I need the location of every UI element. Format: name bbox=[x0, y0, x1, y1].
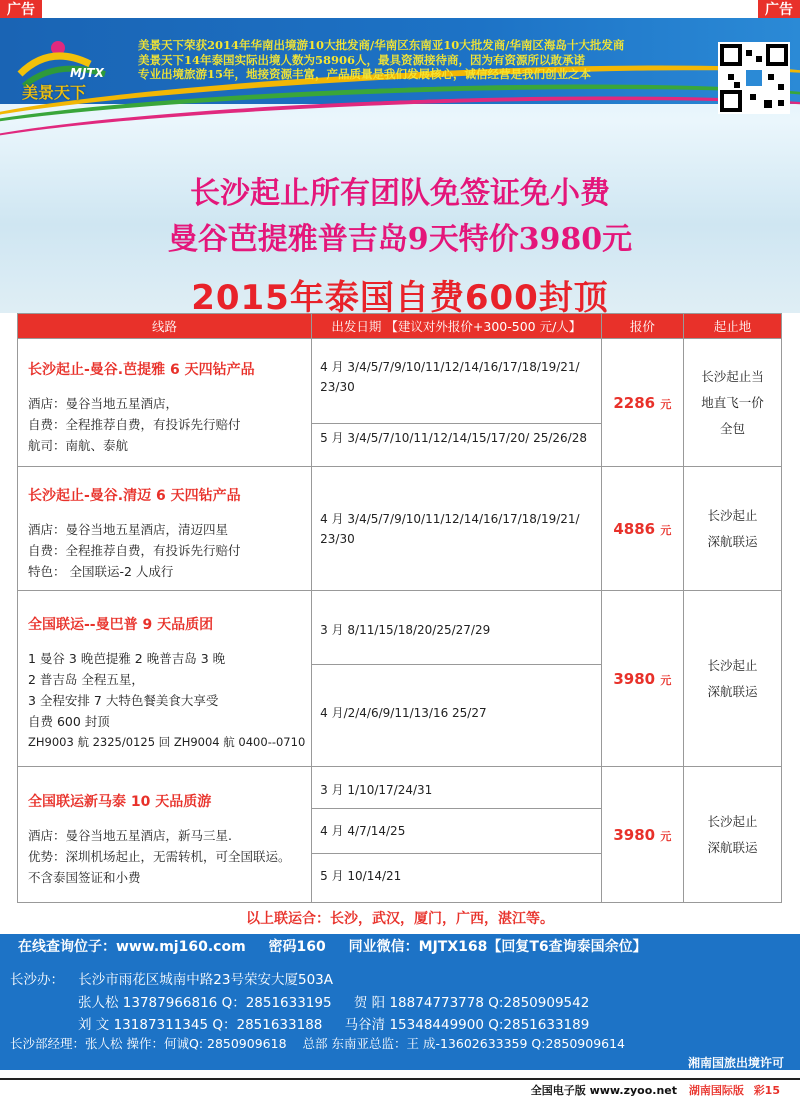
table-row bbox=[18, 591, 782, 767]
dates-cell bbox=[312, 467, 601, 591]
contact-person: 刘 文 13187311345 Q：2851633188 bbox=[78, 1017, 323, 1033]
headline-2: 曼谷芭提雅普吉岛9天特价3980元 bbox=[167, 222, 633, 257]
route-cell: 长沙起止-曼谷.芭提雅 6 天四钻产品 酒店：曼谷当地五星酒店， 自费：全程推荐自费，有投诉先行赔付 航司：南航、泰航 bbox=[18, 339, 312, 467]
contact-person: 马谷清 15348449900 Q:2851633189 bbox=[344, 1017, 590, 1033]
license-text: 湘南国旅出境许可 bbox=[687, 1056, 784, 1070]
qr-code-icon bbox=[720, 44, 788, 112]
contact-person: 张人松 13787966816 Q：2851633195 bbox=[78, 995, 332, 1011]
dest-cell: 长沙起止 深航联运 bbox=[684, 467, 782, 591]
connection-note: 以上联运合：长沙，武汉，厦门，广西，湛江等。 bbox=[246, 911, 554, 927]
route-cell: 长沙起止-曼谷.清迈 6 天四钻产品 酒店：曼谷当地五星酒店，清迈四星 自费：全程推荐自费，有投诉先行赔付 特色： 全国联运-2 人成行 bbox=[18, 467, 312, 591]
header-line: 美景天下荣获2014年华南出境游10大批发商/华南区东南亚10大批发商/华南区海岛十大批发商 bbox=[138, 38, 625, 52]
dest-cell: 长沙起止 深航联运 bbox=[684, 591, 782, 767]
footer-edition: 湖南国际版 bbox=[688, 1084, 744, 1097]
header-claims bbox=[138, 38, 713, 82]
table-header-row bbox=[18, 314, 782, 339]
date-line: 4 月 4/7/14/25 bbox=[312, 808, 600, 853]
header-line: 美景天下14年泰国实际出境人数为58906人，最具资源接待商，因为有资源所以敢承诺 bbox=[138, 52, 586, 67]
col-header-dest: 起止地 bbox=[684, 314, 782, 339]
headline-1: 长沙起止所有团队免签证免小费 bbox=[190, 176, 610, 211]
route-title: 全国联运--曼巴普 9 天品质团 bbox=[28, 617, 214, 633]
page-footer bbox=[531, 1082, 780, 1098]
manager-info: 长沙部经理：张人松 操作：何诚Q: 2850909618 bbox=[10, 1036, 287, 1051]
price-cell: 2286 元 bbox=[601, 339, 683, 467]
date-line: 4 月 3/4/5/7/9/10/11/12/14/16/17/18/19/21/ 23/30 bbox=[320, 360, 580, 394]
ad-label-right: 广告 bbox=[758, 0, 800, 20]
route-title: 全国联运新马泰 10 天品质游 bbox=[28, 794, 212, 810]
footer-site: 全国电子版 www.zyoo.net bbox=[530, 1084, 677, 1097]
table-row bbox=[18, 339, 782, 467]
brand-name: 美景天下 bbox=[22, 85, 87, 102]
date-line: 5 月 3/4/5/7/10/11/12/14/15/17/20/ 25/26/28 bbox=[312, 423, 600, 452]
office-label: 长沙办： bbox=[10, 972, 64, 988]
price-cell: 3980 元 bbox=[601, 767, 683, 903]
route-title: 长沙起止-曼谷.芭提雅 6 天四钻产品 bbox=[28, 362, 255, 378]
dest-cell: 长沙起止当 地直飞一价 全包 bbox=[684, 339, 782, 467]
dest-cell: 长沙起止 深航联运 bbox=[684, 767, 782, 903]
ad-label-left: 广告 bbox=[0, 0, 42, 20]
route-cell: 全国联运--曼巴普 9 天品质团 1 曼谷 3 晚芭提雅 2 晚普吉岛 3 晚 2 普吉岛 全程五星， 3 全程安排 7 大特色餐美食大享受 自费 600 封顶 ZH9003 航 2325/0125 回 ZH9004 航 0400--0710 bbox=[18, 591, 312, 767]
date-line: 4 月/2/4/6/9/11/13/16 25/27 bbox=[312, 664, 600, 761]
col-header-price: 报价 bbox=[601, 314, 683, 339]
query-link[interactable]: 在线查询位子：www.mj160.com bbox=[18, 939, 246, 955]
table-row bbox=[18, 467, 782, 591]
wechat-info: 同业微信：MJTX168【回复T6查询泰国余位】 bbox=[348, 939, 647, 955]
col-header-dates: 出发日期 【建议对外报价+300-500 元/人】 bbox=[312, 314, 601, 339]
hero-banner bbox=[0, 18, 800, 313]
contact-section bbox=[0, 960, 800, 1070]
hq-info: 总部 东南亚总监：王 成-13602633359 Q:2850909614 bbox=[302, 1036, 626, 1051]
office-address: 长沙市雨花区城南中路23号荣安大厦503A bbox=[78, 972, 333, 988]
query-password: 密码160 bbox=[268, 939, 326, 955]
contact-person: 贺 阳 18874773778 Q:2850909542 bbox=[353, 995, 590, 1011]
date-line: 3 月 1/10/17/24/31 bbox=[320, 782, 433, 797]
dates-cell bbox=[312, 767, 601, 903]
header-line: 专业出境旅游15年，地接资源丰富，产品质量是我们发展核心，诚信经营是我们创业之本 bbox=[138, 67, 591, 81]
dates-cell bbox=[312, 591, 601, 767]
date-line: 4 月 3/4/5/7/9/10/11/12/14/16/17/18/19/21/ 23/30 bbox=[320, 511, 580, 546]
brand-abbr: MJTX bbox=[70, 66, 104, 80]
price-cell: 3980 元 bbox=[601, 591, 683, 767]
footer-page: 彩15 bbox=[753, 1084, 780, 1097]
date-line: 5 月 10/14/21 bbox=[312, 853, 600, 898]
route-table bbox=[17, 313, 782, 903]
price-cell: 4886 元 bbox=[601, 467, 683, 591]
query-bar bbox=[0, 934, 800, 960]
headline-3: 2015年泰国自费600封顶 bbox=[191, 278, 609, 313]
date-line: 3 月 8/11/15/18/20/25/27/29 bbox=[320, 623, 491, 637]
qr-code[interactable] bbox=[718, 42, 790, 114]
dates-cell bbox=[312, 339, 601, 467]
col-header-route: 线路 bbox=[18, 314, 312, 339]
route-cell: 全国联运新马泰 10 天品质游 酒店：曼谷当地五星酒店，新马三星. 优势：深圳机场起止，无需转机，可全国联运。 不含泰国签证和小费 bbox=[18, 767, 312, 903]
route-title: 长沙起止-曼谷.清迈 6 天四钻产品 bbox=[28, 488, 241, 504]
table-row bbox=[18, 767, 782, 903]
